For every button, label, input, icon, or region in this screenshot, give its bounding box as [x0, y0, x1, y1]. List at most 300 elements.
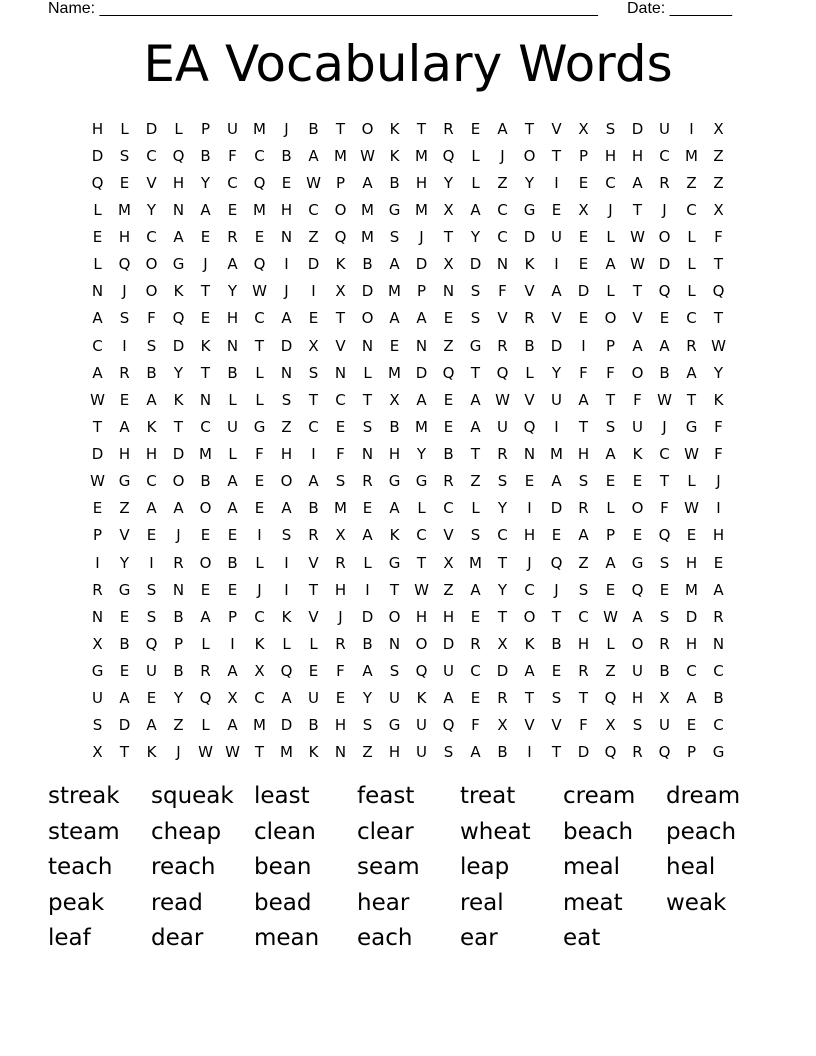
- grid-letter: T: [119, 743, 130, 762]
- grid-letter: L: [687, 282, 696, 301]
- grid-letter: F: [579, 716, 588, 735]
- grid-letter: A: [227, 716, 238, 735]
- grid-letter: A: [605, 445, 616, 464]
- grid-letter: C: [146, 146, 157, 165]
- grid-letter: T: [713, 255, 724, 274]
- grid-letter: N: [442, 282, 455, 301]
- grid-letter: E: [470, 689, 481, 708]
- grid-letter: C: [227, 173, 238, 192]
- grid-letter: B: [389, 173, 400, 192]
- grid-letter: E: [443, 390, 454, 409]
- grid-letter: Q: [631, 580, 644, 599]
- grid-letter: B: [200, 472, 211, 491]
- grid-letter: E: [254, 472, 265, 491]
- grid-row: [84, 576, 732, 603]
- grid-letter: Q: [172, 146, 185, 165]
- grid-letter: L: [201, 634, 210, 653]
- grid-letter: R: [308, 526, 319, 545]
- grid-letter: A: [173, 499, 184, 518]
- grid-row: [84, 251, 732, 278]
- grid-letter: H: [604, 146, 617, 165]
- grid-row: [84, 142, 732, 169]
- grid-letter: H: [631, 146, 644, 165]
- grid-letter: A: [281, 499, 292, 518]
- word-list-item: leap: [460, 854, 510, 880]
- grid-letter: E: [362, 499, 373, 518]
- grid-letter: D: [658, 255, 671, 274]
- grid-letter: M: [550, 445, 563, 464]
- word-list-item: meal: [563, 854, 621, 880]
- grid-row: [84, 712, 732, 739]
- grid-letter: D: [307, 255, 320, 274]
- grid-letter: O: [361, 309, 374, 328]
- grid-letter: N: [712, 634, 725, 653]
- grid-letter: S: [146, 580, 157, 599]
- grid-letter: D: [523, 228, 536, 247]
- grid-letter: H: [577, 445, 590, 464]
- grid-letter: Q: [604, 743, 617, 762]
- grid-letter: I: [230, 634, 235, 653]
- grid-letter: L: [687, 228, 696, 247]
- grid-letter: S: [335, 472, 346, 491]
- grid-letter: R: [632, 743, 643, 762]
- grid-letter: T: [632, 200, 643, 219]
- word-list-item: weak: [666, 889, 727, 916]
- grid-letter: P: [605, 526, 616, 545]
- grid-letter: Y: [173, 689, 184, 708]
- grid-letter: R: [335, 634, 346, 653]
- grid-letter: A: [632, 173, 643, 192]
- grid-letter: A: [200, 607, 211, 626]
- grid-letter: X: [578, 119, 589, 138]
- grid-letter: T: [200, 363, 211, 382]
- grid-letter: H: [442, 607, 455, 626]
- grid-letter: E: [605, 472, 616, 491]
- grid-row: [84, 359, 732, 386]
- grid-letter: E: [713, 553, 724, 572]
- grid-letter: Q: [523, 417, 536, 436]
- grid-letter: Z: [119, 499, 130, 518]
- grid-letter: A: [227, 255, 238, 274]
- word-list-item: feast: [357, 783, 415, 809]
- grid-letter: Z: [308, 228, 319, 247]
- grid-letter: X: [308, 336, 319, 355]
- grid-letter: A: [470, 580, 481, 599]
- grid-letter: V: [524, 716, 535, 735]
- grid-letter: B: [119, 634, 130, 653]
- grid-letter: Q: [442, 146, 455, 165]
- grid-row: [84, 739, 732, 766]
- grid-letter: O: [334, 200, 347, 219]
- grid-letter: Y: [713, 363, 724, 382]
- grid-letter: N: [172, 200, 185, 219]
- grid-letter: M: [469, 553, 482, 572]
- grid-letter: P: [227, 607, 238, 626]
- grid-letter: T: [173, 417, 184, 436]
- grid-letter: C: [578, 607, 589, 626]
- grid-letter: G: [118, 472, 131, 491]
- grid-letter: V: [308, 553, 319, 572]
- grid-row: [84, 332, 732, 359]
- word-list-item: each: [357, 925, 413, 951]
- grid-letter: E: [146, 526, 157, 545]
- grid-letter: E: [281, 173, 292, 192]
- grid-letter: Z: [173, 716, 184, 735]
- grid-row: [84, 468, 732, 495]
- grid-letter: K: [335, 255, 346, 274]
- grid-letter: Q: [604, 689, 617, 708]
- grid-letter: K: [389, 119, 400, 138]
- grid-letter: H: [577, 634, 590, 653]
- grid-letter: F: [336, 662, 345, 681]
- grid-letter: H: [172, 173, 185, 192]
- grid-letter: K: [173, 282, 184, 301]
- grid-letter: E: [578, 228, 589, 247]
- grid-letter: A: [389, 309, 400, 328]
- grid-letter: L: [606, 634, 615, 653]
- grid-letter: A: [551, 282, 562, 301]
- grid-letter: O: [172, 472, 185, 491]
- grid-letter: D: [415, 363, 428, 382]
- grid-letter: I: [689, 119, 694, 138]
- grid-letter: G: [469, 336, 482, 355]
- word-list-item: ear: [460, 925, 498, 951]
- grid-letter: P: [92, 526, 103, 545]
- grid-letter: H: [334, 580, 347, 599]
- grid-letter: T: [632, 282, 643, 301]
- grid-letter: W: [630, 228, 645, 247]
- grid-letter: A: [362, 662, 373, 681]
- grid-letter: R: [524, 309, 535, 328]
- grid-letter: R: [443, 119, 454, 138]
- grid-letter: A: [200, 200, 211, 219]
- grid-letter: U: [308, 689, 319, 708]
- grid-letter: J: [203, 255, 208, 274]
- grid-letter: U: [389, 689, 400, 708]
- grid-letter: O: [631, 499, 644, 518]
- grid-letter: A: [146, 499, 157, 518]
- grid-letter: O: [280, 472, 293, 491]
- grid-letter: Q: [712, 282, 725, 301]
- grid-letter: O: [658, 228, 671, 247]
- grid-letter: H: [145, 445, 158, 464]
- grid-letter: Q: [334, 228, 347, 247]
- word-list-item: streak: [48, 783, 120, 809]
- grid-letter: E: [200, 228, 211, 247]
- word-list-item: treat: [460, 783, 516, 809]
- grid-letter: D: [91, 445, 104, 464]
- grid-letter: K: [254, 634, 265, 653]
- grid-letter: A: [308, 146, 319, 165]
- grid-letter: J: [527, 553, 532, 572]
- grid-letter: T: [389, 580, 400, 599]
- grid-letter: A: [362, 173, 373, 192]
- grid-letter: L: [201, 716, 210, 735]
- grid-letter: B: [308, 499, 319, 518]
- word-list-item: real: [460, 889, 504, 916]
- grid-letter: Q: [280, 662, 293, 681]
- grid-letter: S: [389, 228, 400, 247]
- grid-letter: I: [527, 743, 532, 762]
- grid-letter: B: [524, 336, 535, 355]
- grid-letter: C: [659, 146, 670, 165]
- word-search-grid: [84, 115, 732, 766]
- grid-letter: O: [415, 634, 428, 653]
- grid-letter: E: [119, 607, 130, 626]
- grid-letter: O: [388, 607, 401, 626]
- grid-letter: C: [713, 662, 724, 681]
- grid-letter: C: [308, 417, 319, 436]
- grid-row: [84, 441, 732, 468]
- grid-letter: A: [92, 309, 103, 328]
- grid-row: [84, 522, 732, 549]
- word-list-item: eat: [563, 925, 601, 951]
- grid-letter: A: [416, 390, 427, 409]
- grid-letter: P: [200, 119, 211, 138]
- grid-letter: B: [497, 743, 508, 762]
- grid-letter: C: [605, 173, 616, 192]
- grid-letter: E: [119, 390, 130, 409]
- grid-letter: A: [470, 390, 481, 409]
- grid-letter: E: [686, 526, 697, 545]
- grid-letter: C: [254, 607, 265, 626]
- grid-letter: A: [470, 417, 481, 436]
- grid-letter: Y: [200, 173, 211, 192]
- grid-letter: D: [280, 716, 293, 735]
- grid-letter: C: [470, 662, 481, 681]
- grid-letter: E: [578, 255, 589, 274]
- grid-letter: E: [308, 309, 319, 328]
- grid-letter: W: [684, 445, 699, 464]
- grid-letter: E: [578, 309, 589, 328]
- grid-letter: L: [606, 228, 615, 247]
- grid-letter: B: [362, 634, 373, 653]
- grid-letter: X: [335, 282, 346, 301]
- grid-letter: A: [92, 363, 103, 382]
- word-list: [48, 780, 778, 958]
- grid-letter: C: [686, 662, 697, 681]
- grid-letter: Q: [658, 282, 671, 301]
- grid-letter: T: [470, 363, 481, 382]
- grid-letter: E: [200, 580, 211, 599]
- grid-letter: E: [551, 662, 562, 681]
- grid-letter: L: [471, 173, 480, 192]
- grid-letter: N: [91, 282, 104, 301]
- grid-letter: H: [226, 309, 239, 328]
- word-list-item: meat: [563, 889, 623, 916]
- grid-letter: C: [254, 146, 265, 165]
- grid-letter: G: [685, 417, 698, 436]
- grid-letter: X: [713, 119, 724, 138]
- grid-letter: N: [523, 445, 536, 464]
- grid-letter: X: [254, 662, 265, 681]
- grid-letter: G: [523, 200, 536, 219]
- grid-letter: K: [632, 445, 643, 464]
- grid-letter: T: [92, 417, 103, 436]
- grid-letter: C: [524, 580, 535, 599]
- grid-letter: E: [254, 499, 265, 518]
- grid-letter: H: [280, 445, 293, 464]
- grid-letter: U: [416, 743, 427, 762]
- grid-letter: X: [335, 526, 346, 545]
- grid-letter: K: [389, 146, 400, 165]
- grid-letter: A: [470, 743, 481, 762]
- grid-letter: X: [497, 716, 508, 735]
- grid-letter: M: [199, 445, 212, 464]
- grid-letter: J: [284, 119, 289, 138]
- grid-letter: J: [554, 580, 559, 599]
- grid-letter: U: [659, 716, 670, 735]
- grid-letter: I: [554, 255, 559, 274]
- grid-letter: T: [470, 445, 481, 464]
- grid-letter: D: [550, 499, 563, 518]
- grid-row: [84, 115, 732, 142]
- grid-letter: T: [497, 607, 508, 626]
- grid-letter: N: [199, 390, 212, 409]
- grid-letter: L: [687, 472, 696, 491]
- grid-letter: M: [334, 499, 347, 518]
- grid-letter: W: [495, 390, 510, 409]
- grid-letter: S: [281, 390, 292, 409]
- grid-letter: D: [361, 607, 374, 626]
- grid-letter: T: [578, 417, 589, 436]
- grid-letter: V: [146, 173, 157, 192]
- grid-letter: S: [578, 580, 589, 599]
- grid-letter: M: [361, 200, 374, 219]
- grid-letter: J: [122, 282, 127, 301]
- word-list-item: leaf: [48, 925, 91, 951]
- grid-letter: S: [119, 309, 130, 328]
- grid-letter: O: [631, 363, 644, 382]
- grid-letter: D: [91, 146, 104, 165]
- grid-letter: D: [361, 282, 374, 301]
- grid-letter: G: [712, 743, 725, 762]
- grid-letter: C: [254, 309, 265, 328]
- grid-letter: V: [308, 607, 319, 626]
- grid-letter: B: [146, 363, 157, 382]
- grid-letter: E: [659, 580, 670, 599]
- grid-letter: Q: [658, 743, 671, 762]
- grid-letter: K: [281, 607, 292, 626]
- grid-letter: V: [119, 526, 130, 545]
- grid-letter: E: [227, 526, 238, 545]
- word-list-item: least: [254, 783, 310, 809]
- grid-letter: N: [361, 445, 374, 464]
- grid-letter: Z: [470, 472, 481, 491]
- grid-letter: A: [146, 716, 157, 735]
- grid-letter: U: [551, 228, 562, 247]
- grid-row: [84, 658, 732, 685]
- grid-letter: D: [577, 743, 590, 762]
- grid-letter: B: [308, 119, 319, 138]
- grid-letter: A: [713, 580, 724, 599]
- grid-letter: J: [500, 146, 505, 165]
- word-list-item: squeak: [151, 783, 234, 809]
- grid-letter: M: [415, 200, 428, 219]
- grid-letter: O: [523, 146, 536, 165]
- grid-letter: Y: [416, 445, 427, 464]
- word-list-item: mean: [254, 925, 320, 951]
- grid-letter: M: [253, 119, 266, 138]
- word-list-item: dear: [151, 925, 204, 951]
- grid-letter: M: [118, 200, 131, 219]
- grid-letter: Z: [686, 173, 697, 192]
- grid-letter: T: [308, 390, 319, 409]
- grid-letter: C: [335, 390, 346, 409]
- grid-letter: G: [253, 417, 266, 436]
- grid-letter: I: [149, 553, 154, 572]
- grid-letter: O: [604, 309, 617, 328]
- grid-letter: N: [334, 743, 347, 762]
- grid-letter: Z: [713, 146, 724, 165]
- grid-letter: W: [306, 173, 321, 192]
- grid-letter: U: [416, 716, 427, 735]
- grid-letter: L: [606, 499, 615, 518]
- grid-letter: S: [605, 119, 616, 138]
- grid-letter: V: [551, 716, 562, 735]
- grid-letter: L: [363, 553, 372, 572]
- word-list-item: wheat: [460, 818, 531, 845]
- grid-letter: D: [280, 336, 293, 355]
- word-list-item: cream: [563, 783, 636, 809]
- grid-letter: X: [92, 634, 103, 653]
- grid-letter: Z: [605, 662, 616, 681]
- grid-letter: I: [311, 445, 316, 464]
- grid-letter: M: [253, 716, 266, 735]
- grid-letter: A: [227, 472, 238, 491]
- grid-row: [84, 224, 732, 251]
- grid-letter: H: [685, 634, 698, 653]
- grid-letter: X: [92, 743, 103, 762]
- grid-letter: C: [713, 716, 724, 735]
- grid-letter: M: [334, 146, 347, 165]
- grid-letter: B: [200, 146, 211, 165]
- grid-letter: J: [284, 282, 289, 301]
- grid-letter: Y: [362, 689, 373, 708]
- grid-letter: K: [200, 336, 211, 355]
- grid-letter: B: [389, 417, 400, 436]
- grid-letter: A: [632, 336, 643, 355]
- grid-letter: T: [524, 119, 535, 138]
- grid-letter: F: [714, 445, 723, 464]
- grid-letter: L: [93, 255, 102, 274]
- grid-letter: Y: [551, 363, 562, 382]
- grid-letter: D: [442, 634, 455, 653]
- grid-letter: I: [122, 336, 127, 355]
- grid-letter: A: [227, 499, 238, 518]
- grid-letter: O: [199, 499, 212, 518]
- grid-letter: I: [365, 580, 370, 599]
- grid-letter: E: [227, 200, 238, 219]
- grid-letter: W: [414, 580, 429, 599]
- grid-letter: L: [255, 553, 264, 572]
- grid-letter: T: [551, 743, 562, 762]
- grid-letter: S: [362, 716, 373, 735]
- grid-letter: Y: [470, 228, 481, 247]
- grid-letter: M: [388, 282, 401, 301]
- grid-letter: T: [551, 146, 562, 165]
- grid-letter: K: [389, 526, 400, 545]
- grid-letter: A: [578, 526, 589, 545]
- grid-letter: S: [119, 146, 130, 165]
- grid-letter: H: [91, 119, 104, 138]
- grid-letter: E: [470, 119, 481, 138]
- grid-letter: G: [91, 662, 104, 681]
- grid-letter: L: [228, 390, 237, 409]
- grid-letter: Q: [91, 173, 104, 192]
- grid-letter: S: [470, 309, 481, 328]
- grid-letter: A: [362, 526, 373, 545]
